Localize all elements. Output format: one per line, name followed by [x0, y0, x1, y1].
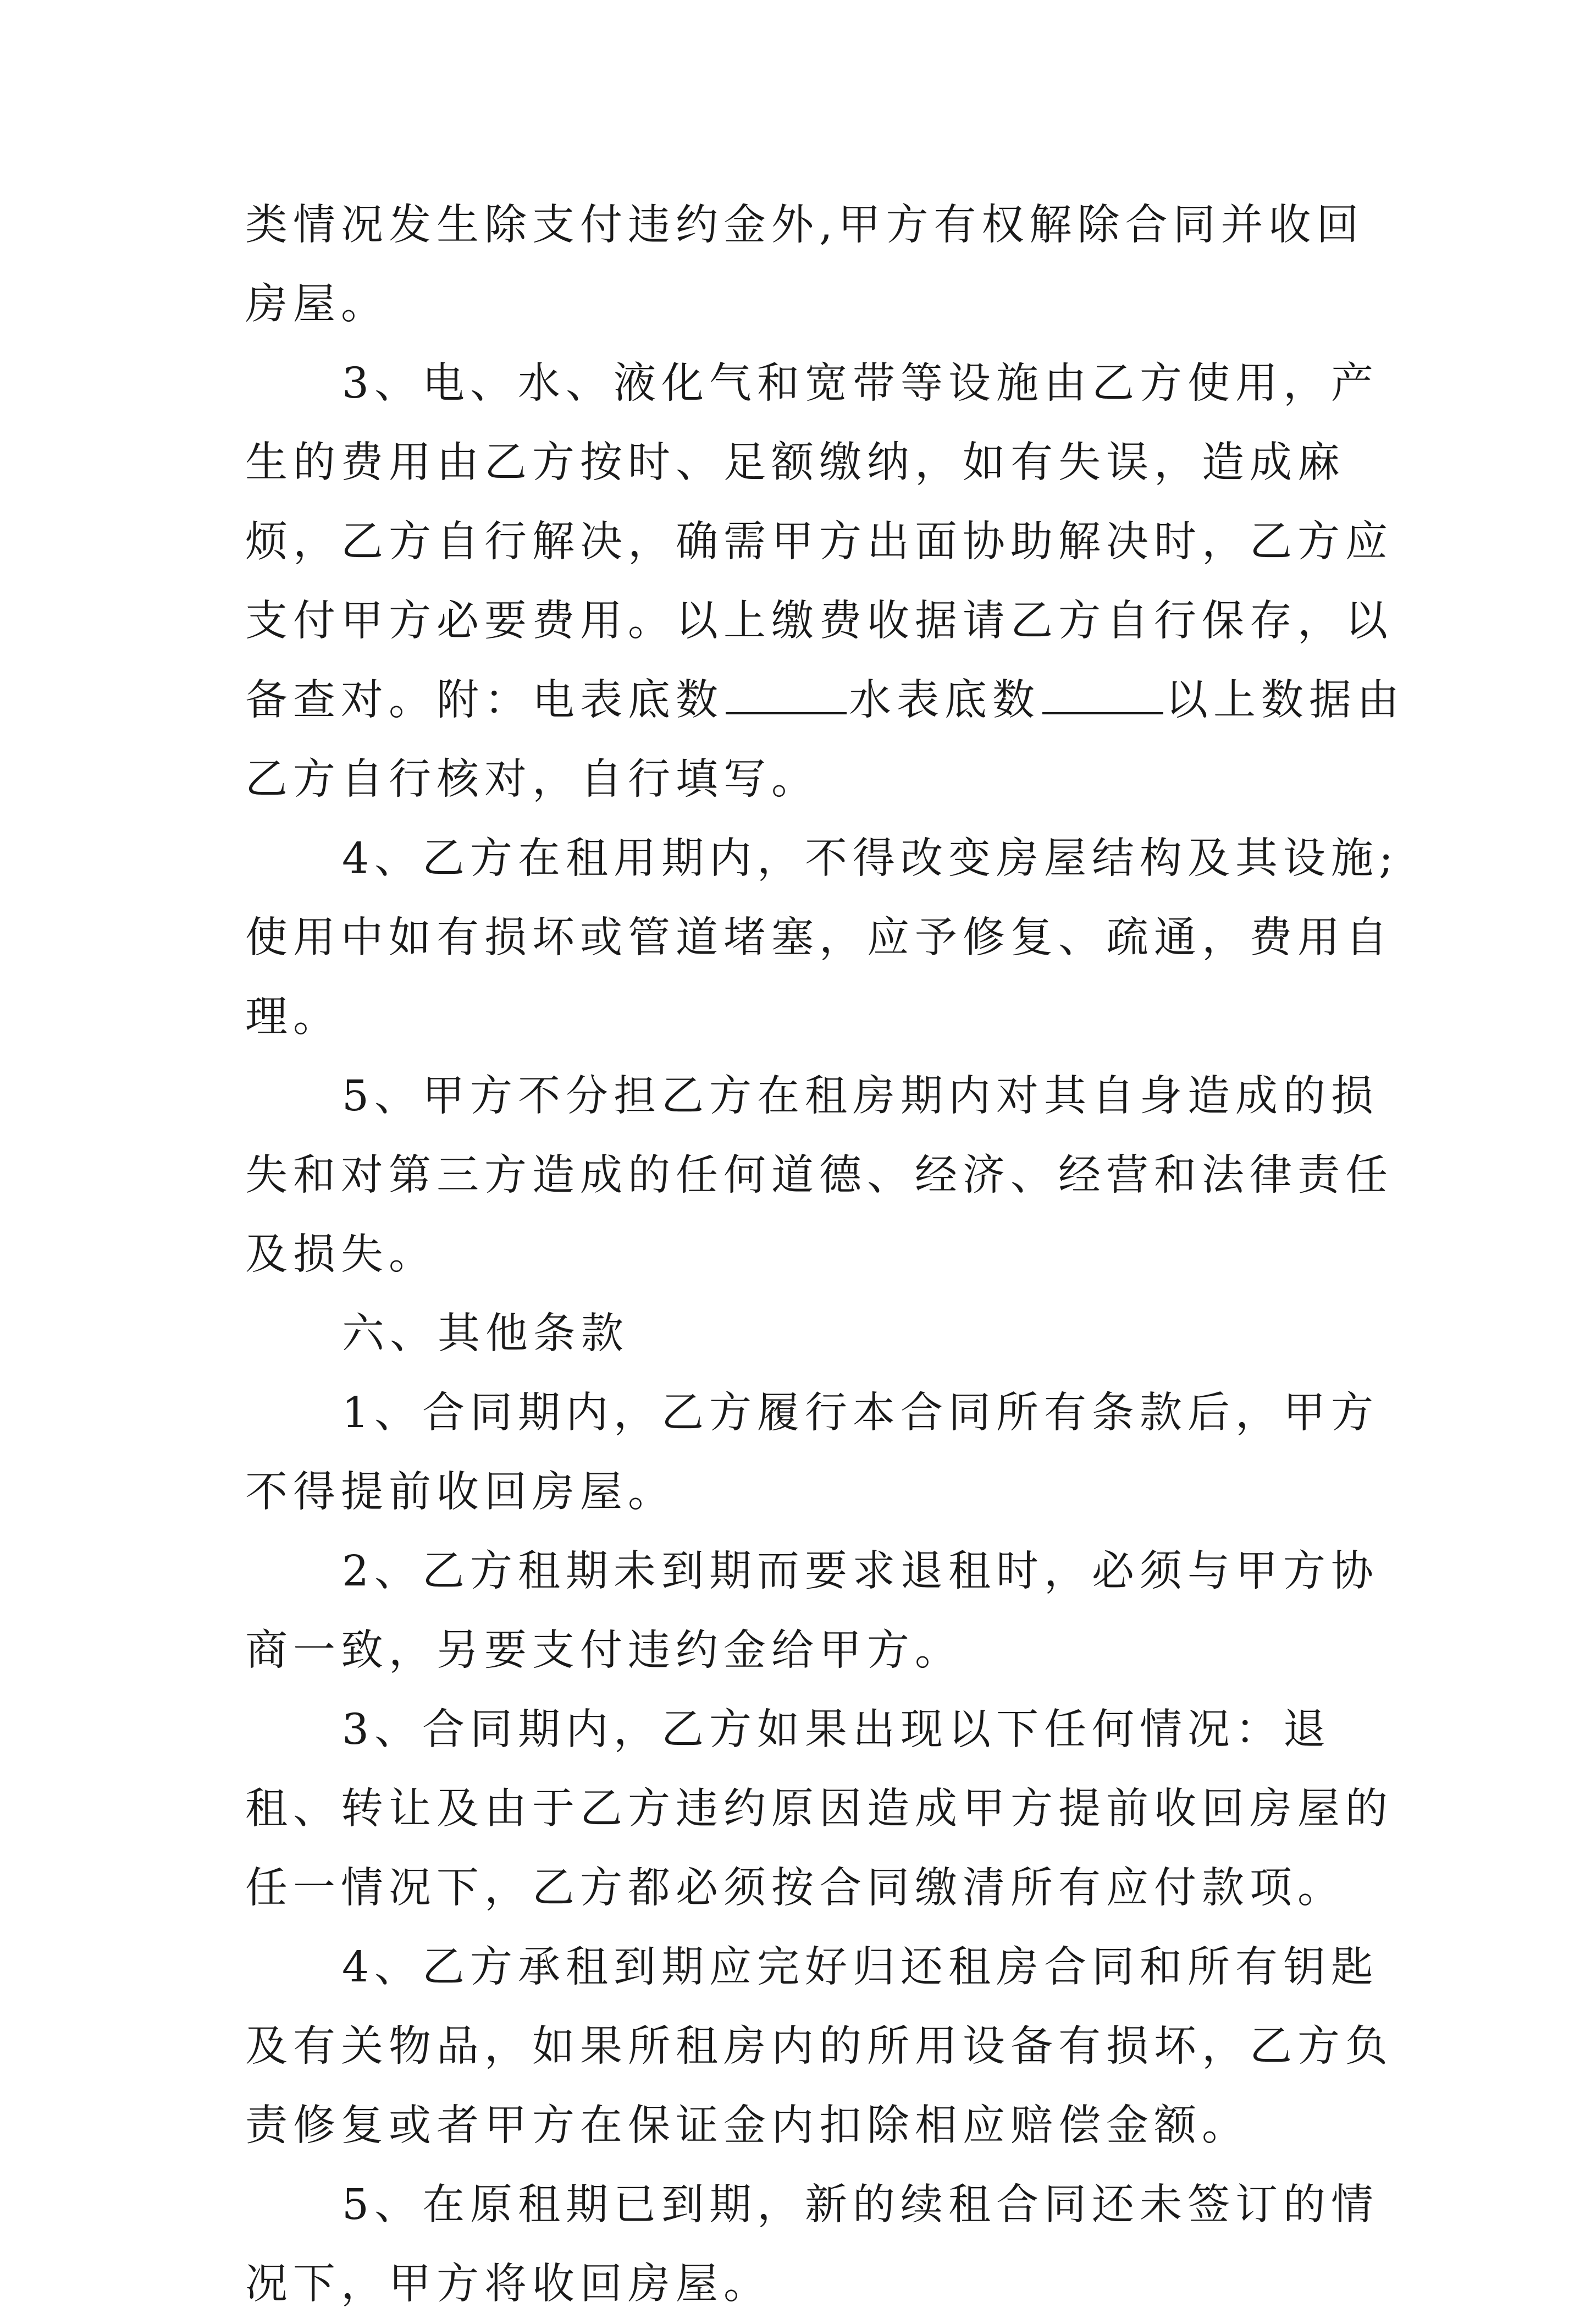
paragraph-term-5: 5、在原租期已到期，新的续租合同还未签订的情况下，甲方将收回房屋。: [245, 2180, 1379, 2309]
paragraph-utilities: [245, 344, 1411, 819]
section-heading-other-terms: 六、其他条款: [342, 1309, 629, 1358]
water-meter-blank: [1042, 674, 1163, 714]
paragraph-term-1: 1、合同期内，乙方履行本合同所有条款后，甲方不得提前收回房屋。: [245, 1389, 1379, 1517]
paragraph-term-4: 4、乙方承租到期应完好归还租房合同和所有钥匙及有关物品，如果所租房内的所用设备有损坏，乙方负责修复或者甲方在保证金内扣除相应赔偿金额。: [245, 1943, 1393, 2150]
paragraph-term-2: 2、乙方租期未到期而要求退租时，必须与甲方协商一致，另要支付违约金给甲方。: [245, 1547, 1379, 1675]
electric-meter-blank: [726, 674, 847, 714]
paragraph-liability: 5、甲方不分担乙方在租房期内对其自身造成的损失和对第三方造成的任何道德、经济、经营和法律责任及损失。: [245, 1072, 1393, 1279]
utilities-text: 3、电、水、液化气和宽带等设施由乙方使用，产生的费用由乙方按时、足额缴纳，如有失误，造成麻烦，乙方自行解决，确需甲方出面协助解决时，乙方应支付甲方必要费用。以上缴费收据请乙方自行保存，以备查对。附：电表底数: [245, 359, 1393, 725]
paragraph-term-3: 3、合同期内，乙方如果出现以下任何情况：退租、转让及由于乙方违约原因造成甲方提前收回房屋的任一情况下，乙方都必须按合同缴清所有应付款项。: [245, 1705, 1393, 1913]
water-meter-label: 水表底数: [849, 676, 1040, 725]
paragraph-structure: 4、乙方在租用期内，不得改变房屋结构及其设施;使用中如有损坏或管道堵塞，应予修复、疏通，费用自理。: [245, 834, 1399, 1042]
contract-text: [245, 186, 1411, 2324]
utilities-text-end: 以上数据由乙方自行核对，自行填写。: [245, 676, 1405, 804]
paragraph-continuation: 类情况发生除支付违约金外,甲方有权解除合同并收回房屋。: [245, 201, 1364, 329]
